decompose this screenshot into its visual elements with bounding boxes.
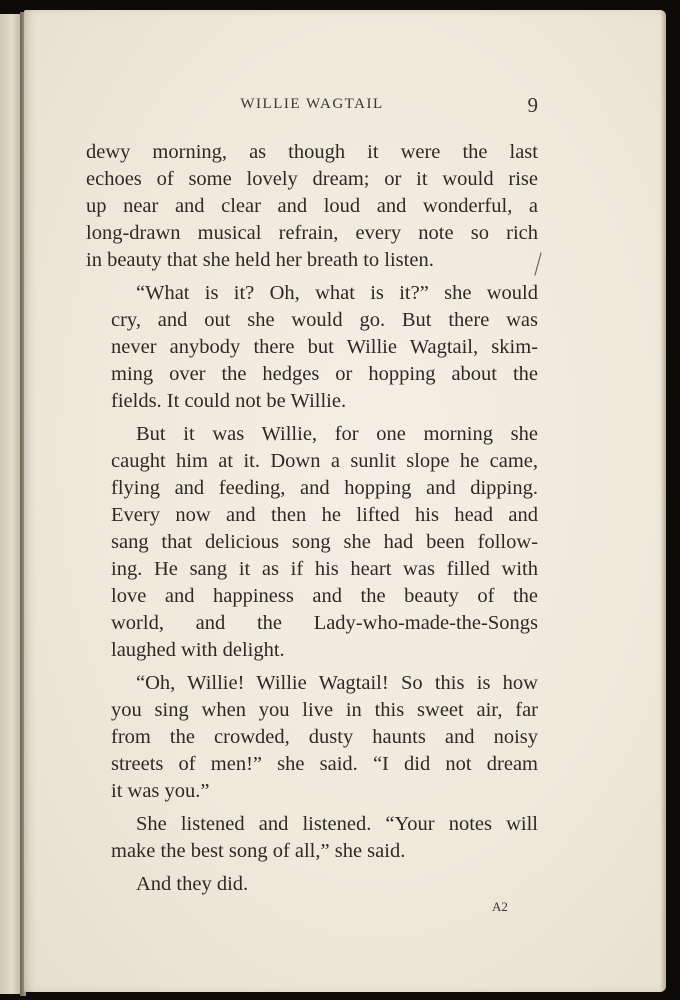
text-line: ing. He sang it as if his heart was filled with (111, 558, 538, 580)
page-number: 9 (527, 93, 538, 117)
text-line: up near and clear and loud and wonderful, a (86, 195, 538, 217)
text-line: world, and the Lady-who-made-the-Songs (111, 612, 538, 634)
text-line: “Oh, Willie! Willie Wagtail! So this is how (136, 672, 538, 694)
text-line: in beauty that she held her breath to listen. (86, 249, 434, 271)
paragraph (86, 139, 538, 274)
paragraph (86, 280, 538, 415)
running-head (86, 93, 538, 120)
text-line: sang that delicious song she had been follow- (111, 531, 538, 553)
text-line: long-drawn musical refrain, every note so rich (86, 222, 538, 244)
text-line: caught him at it. Down a sunlit slope he came, (111, 450, 538, 472)
text-line: “What is it? Oh, what is it?” she would (136, 282, 538, 304)
signature-mark: A2 (492, 899, 508, 914)
text-line: ming over the hedges or hopping about the (111, 363, 538, 385)
pencil-mark (534, 252, 542, 276)
paragraph (86, 871, 538, 898)
text-line: fields. It could not be Willie. (111, 390, 347, 412)
paragraph (86, 811, 538, 865)
text-line: echoes of some lovely dream; or it would rise (86, 168, 538, 190)
text-line: from the crowded, dusty haunts and noisy (111, 726, 538, 748)
text-line: Every now and then he lifted his head and (111, 504, 538, 526)
text-line: And they did. (136, 873, 249, 895)
facing-page-edge (0, 14, 22, 994)
text-line: She listened and listened. “Your notes will (136, 813, 538, 835)
text-line: laughed with delight. (111, 639, 285, 661)
text-line: But it was Willie, for one morning she (136, 423, 538, 445)
text-line: you sing when you live in this sweet air, far (111, 699, 538, 721)
text-line: never anybody there but Willie Wagtail, skim- (111, 336, 538, 358)
text-line: dewy morning, as though it were the last (86, 141, 538, 163)
text-line: streets of men!” she said. “I did not dream (111, 753, 538, 775)
paragraph (86, 421, 538, 664)
body-text (86, 139, 538, 904)
text-line: flying and feeding, and hopping and dipping. (111, 477, 538, 499)
page-fore-edge (660, 10, 666, 992)
paragraph (86, 670, 538, 805)
text-line: cry, and out she would go. But there was (111, 309, 538, 331)
text-line: love and happiness and the beauty of the (111, 585, 538, 607)
running-title: WILLIE WAGTAIL (240, 96, 384, 112)
text-line: it was you.” (111, 780, 210, 802)
text-line: make the best song of all,” she said. (111, 840, 406, 862)
